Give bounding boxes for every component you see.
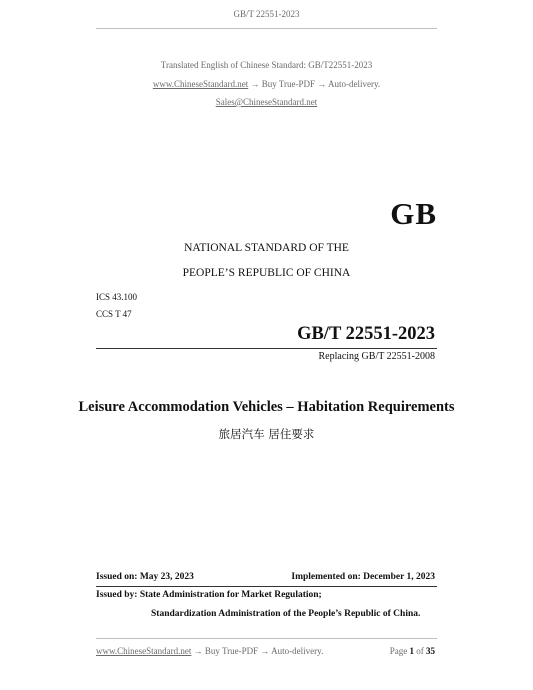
standard-number: GB/T 22551-2023 — [297, 324, 435, 344]
issue-rule — [96, 586, 437, 587]
of-label: of — [416, 646, 424, 656]
ccs-code: CCS T 47 — [96, 309, 132, 319]
footer-divider — [96, 638, 437, 639]
translated-line: Translated English of Chinese Standard: GB/T22551-2023 — [160, 60, 373, 70]
header-divider — [96, 28, 437, 29]
title-chinese: 旅居汽车 居住要求 — [218, 427, 315, 441]
page-indicator — [390, 646, 435, 656]
implemented-on: Implemented on: December 1, 2023 — [291, 572, 435, 582]
issued-by-2: Standardization Administration of the People’s Republic of China. — [151, 609, 421, 619]
page-label: Page — [389, 646, 408, 656]
national-line-1: NATIONAL STANDARD OF THE — [184, 242, 349, 254]
email-line — [0, 97, 533, 107]
footer-buy-text: → Buy True-PDF → Auto-delivery. — [191, 646, 324, 656]
national-line-2: PEOPLE’S REPUBLIC OF CHINA — [182, 267, 351, 279]
replacing-line: Replacing GB/T 22551-2008 — [318, 351, 435, 362]
buy-text: → Buy True-PDF → Auto-delivery. — [248, 79, 381, 89]
site-link[interactable]: www.ChineseStandard.net — [152, 79, 249, 89]
ics-code: ICS 43.100 — [96, 292, 138, 302]
gb-mark: GB — [390, 196, 437, 231]
page-number: 1 — [409, 646, 414, 656]
buy-line — [0, 79, 533, 89]
footer-site-link[interactable]: www.ChineseStandard.net — [96, 646, 192, 656]
issued-by: Issued by: State Administration for Market Regulation; — [96, 590, 322, 600]
footer-buy-line — [96, 646, 323, 656]
standard-number-rule — [96, 348, 437, 349]
issued-on: Issued on: May 23, 2023 — [96, 572, 194, 582]
running-header-doc-id: GB/T 22551-2023 — [233, 9, 300, 19]
title-english: Leisure Accommodation Vehicles – Habitation Requirements — [78, 399, 455, 415]
email-link[interactable]: Sales@ChineseStandard.net — [215, 97, 318, 107]
page-total: 35 — [426, 646, 435, 656]
